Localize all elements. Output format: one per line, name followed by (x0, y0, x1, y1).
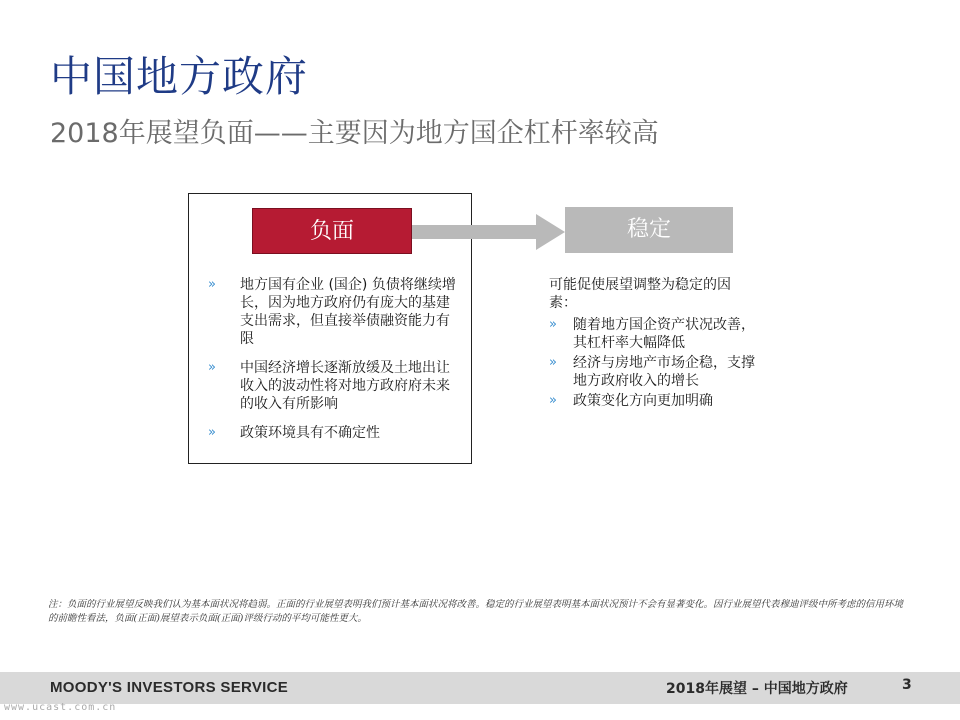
brand-logo-text: MOODY'S INVESTORS SERVICE (50, 679, 289, 696)
list-item-text: 随着地方国企资产状况改善，其杠杆率大幅降低 (573, 317, 755, 351)
list-item-text: 经济与房地产市场企稳，支撑地方政府收入的增长 (573, 355, 755, 389)
list-item (549, 392, 759, 410)
negative-outlook-label: 负面 (252, 208, 412, 254)
slide-subtitle: 2018年展望负面——主要因为地方国企杠杆率较高 (50, 118, 659, 149)
page-number: 3 (902, 677, 912, 693)
arrow-right-icon (412, 212, 568, 252)
bullet-marker: » (208, 277, 216, 292)
list-item-text: 地方国有企业 (国企) 负债将继续增长，因为地方政府仍有庞大的基建支出需求，但直接举债融资能力有限 (240, 277, 456, 347)
list-item (549, 354, 759, 390)
list-item (208, 359, 462, 413)
bullet-marker: » (208, 425, 216, 440)
bullet-marker: » (549, 317, 557, 332)
bullet-marker: » (549, 355, 557, 370)
footnote: 注：负面的行业展望反映我们认为基本面状况将趋弱。正面的行业展望表明我们预计基本面状况将改善。稳定的行业展望表明基本面状况预计不会有显著变化。因行业展望代表穆迪评级中所考虑的信用环境的前瞻性看法，负面(正面)展望表示负面(正面)评级行动的平均可能性更大。 (48, 599, 904, 624)
footer-doc-title: 2018年展望 – 中国地方政府 (666, 681, 848, 697)
slide-title: 中国地方政府 (50, 52, 309, 101)
bullet-marker: » (549, 393, 557, 408)
stable-outlook-label: 稳定 (565, 207, 733, 253)
bullet-marker: » (208, 360, 216, 375)
list-item-text: 政策变化方向更加明确 (573, 393, 713, 409)
list-item-text: 政策环境具有不确定性 (240, 425, 380, 441)
watermark: www.ucast.com.cn (4, 702, 117, 713)
list-item (208, 424, 462, 442)
list-item (549, 316, 759, 352)
list-item-text: 中国经济增长逐渐放缓及土地出让收入的波动性将对地方政府府未来的收入有所影响 (240, 360, 450, 412)
stable-factors-list (549, 316, 759, 412)
list-item (208, 276, 462, 348)
negative-factors-list (208, 276, 462, 453)
stable-factors-intro: 可能促使展望调整为稳定的因素： (549, 277, 731, 311)
